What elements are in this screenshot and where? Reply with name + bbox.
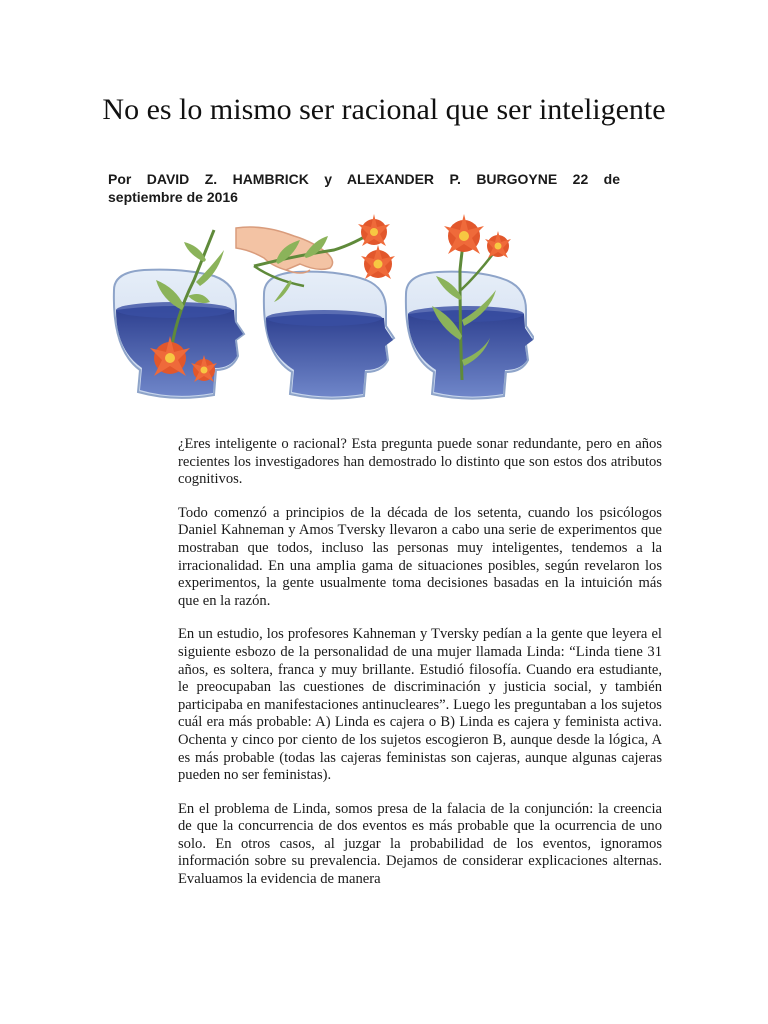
head-icon bbox=[406, 272, 534, 399]
article-byline: Por DAVID Z. HAMBRICK y ALEXANDER P. BURGOYNE 22 de bbox=[108, 171, 620, 187]
article-paragraph: En un estudio, los profesores Kahneman y Tversky pedían a la gente que leyera el siguiente esbozo de la personalidad de una mujer llamada Linda: “Linda tiene 31 años, es soltera, franca y muy brillante. Estudió filosofía. Cuando era estudiante, le preocupaban las cuestiones de discriminación y justicia social, y también participaba en manifestaciones antinucleares”. Luego les preguntaban a los sujetos cuál era más probable: A) Linda es cajera o B) Linda es cajera y feminista activa. Ochenta y cinco por ciento de los sujetos escogieron B, aunque desde la lógica, A es más probable (todas las cajeras feministas son cajeras, aunque algunas cajeras pueden no ser feministas). bbox=[178, 626, 662, 784]
head-icon bbox=[114, 270, 244, 398]
heads-with-flowers-illustration bbox=[104, 210, 534, 410]
article-paragraph: En el problema de Linda, somos presa de la falacia de la conjunción: la creencia de que la concurrencia de dos eventos es más probable que la ocurrencia de uno solo. En otros casos, al juzgar la probabilidad de los eventos, ignoramos información sobre su prevalencia. Dejamos de considerar explicaciones alternas. Evaluamos la evidencia de manera bbox=[178, 800, 662, 888]
article-paragraph: Todo comenzó a principios de la década de los setenta, cuando los psicólogos Daniel Kahneman y Amos Tversky llevaron a cabo una serie de experimentos que mostraban que todos, incluso las personas muy inteligentes, tendemos a la irracionalidad. En una amplia gama de situaciones posibles, según revelaron los experimentos, la gente usualmente toma decisiones basadas en la intuición más que en la razón. bbox=[178, 504, 662, 609]
article-date: septiembre de 2016 bbox=[108, 189, 238, 205]
article-title: No es lo mismo ser racional que ser inteligente bbox=[102, 93, 666, 126]
article-body bbox=[178, 436, 662, 905]
article-paragraph: ¿Eres inteligente o racional? Esta pregunta puede sonar redundante, pero en años recientes los investigadores han demostrado lo distinto que son estos dos atributos cognitivos. bbox=[178, 436, 662, 488]
